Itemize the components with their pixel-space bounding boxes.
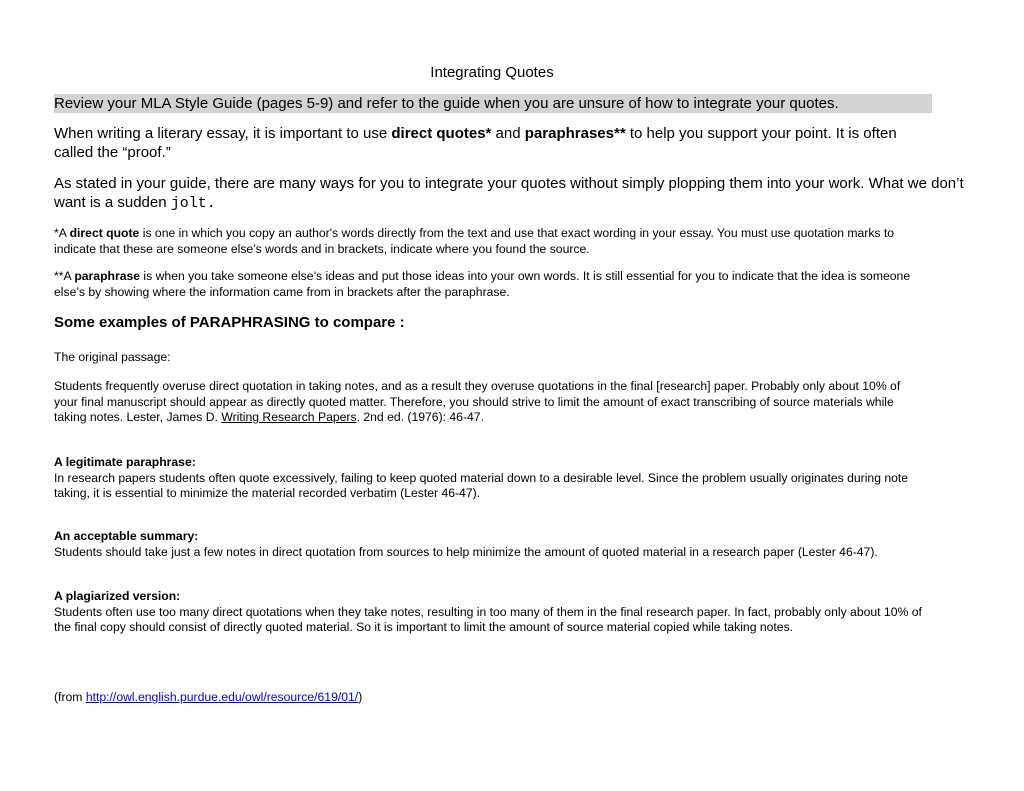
direct-quote-note [54,226,914,257]
intro-text-2: and [491,125,525,142]
intro-paragraph [54,124,904,162]
original-passage [54,379,924,426]
note2-text-1: **A [54,269,75,283]
guide-text: As stated in your guide, there are many ways for you to integrate your quotes without simply plopping them into your work. What we don’t want is a sudden [54,175,964,211]
legitimate-paraphrase-label: A legitimate paraphrase: [54,455,196,469]
highlighted-instruction: Review your MLA Style Guide (pages 5-9) and refer to the guide when you are unsure of how to integrate your quotes. [54,94,932,113]
source-link[interactable]: http://owl.english.purdue.edu/owl/resource/619/01/ [85,690,359,704]
paraphrases-term: paraphrases** [524,125,626,142]
book-title: Writing Research Papers [221,410,357,424]
jolt-word: jolt. [170,195,216,212]
source-suffix: ) [358,690,363,704]
citation-text: . 2nd ed. (1976): 46-47. [356,410,484,424]
acceptable-summary-label: An acceptable summary: [54,529,199,543]
intro-text-1: When writing a literary essay, it is important to use [54,125,392,142]
paraphrase-term: paraphrase [74,269,141,283]
legitimate-paraphrase [54,455,914,502]
note1-text-2: is one in which you copy an author's words directly from the text and use that exact wording in your essay. You must use quotation marks to indicate that these are someone else’s words and in brackets, indicate where you found the source. [54,226,895,256]
direct-quotes-term: direct quotes* [391,125,492,142]
source-prefix: (from [54,690,86,704]
legitimate-paraphrase-text: In research papers students often quote excessively, failing to keep quoted material down to a desirable level. Since the problem usually originates during note taking, it is essential to minimize the material recorded verbatim (Lester 46-47). [54,470,909,500]
examples-heading: Some examples of PARAPHRASING to compare : [54,314,405,331]
plagiarized-version-text: Students often use too many direct quotations when they take notes, resulting in too many of them in the final research paper. In fact, probably only about 10% of the final copy should consist of directly quoted material. So it is important to limit the amount of source material copied while taking notes. [54,604,922,634]
guide-paragraph [54,174,974,213]
page-title: Integrating Quotes [430,64,554,81]
intro-text-3: to help you support your point. It is often called the “proof.” [54,125,897,161]
original-text: Students frequently overuse direct quotation in taking notes, and as a result they overuse quotations in the final [research] paper. Probably only about 10% of your final manuscript should appear as directly quoted matter. Therefore, you should strive to limit the amount of exact transcribing of source materials while taking notes. Lester, James D. [54,379,901,424]
source-citation [54,690,362,706]
original-passage-label: The original passage: [54,350,171,364]
paraphrase-note [54,269,924,300]
note1-text-1: *A [54,226,70,240]
note2-text-2: is when you take someone else’s ideas and put those ideas into your own words. It is still essential for you to indicate that the idea is someone else’s by showing where the information came from in brackets after the paraphrase. [54,269,911,299]
plagiarized-version [54,589,934,636]
plagiarized-version-label: A plagiarized version: [54,589,181,603]
acceptable-summary [54,529,954,560]
direct-quote-term: direct quote [69,226,140,240]
acceptable-summary-text: Students should take just a few notes in direct quotation from sources to help minimize the amount of quoted material in a research paper (Lester 46-47). [54,544,878,559]
